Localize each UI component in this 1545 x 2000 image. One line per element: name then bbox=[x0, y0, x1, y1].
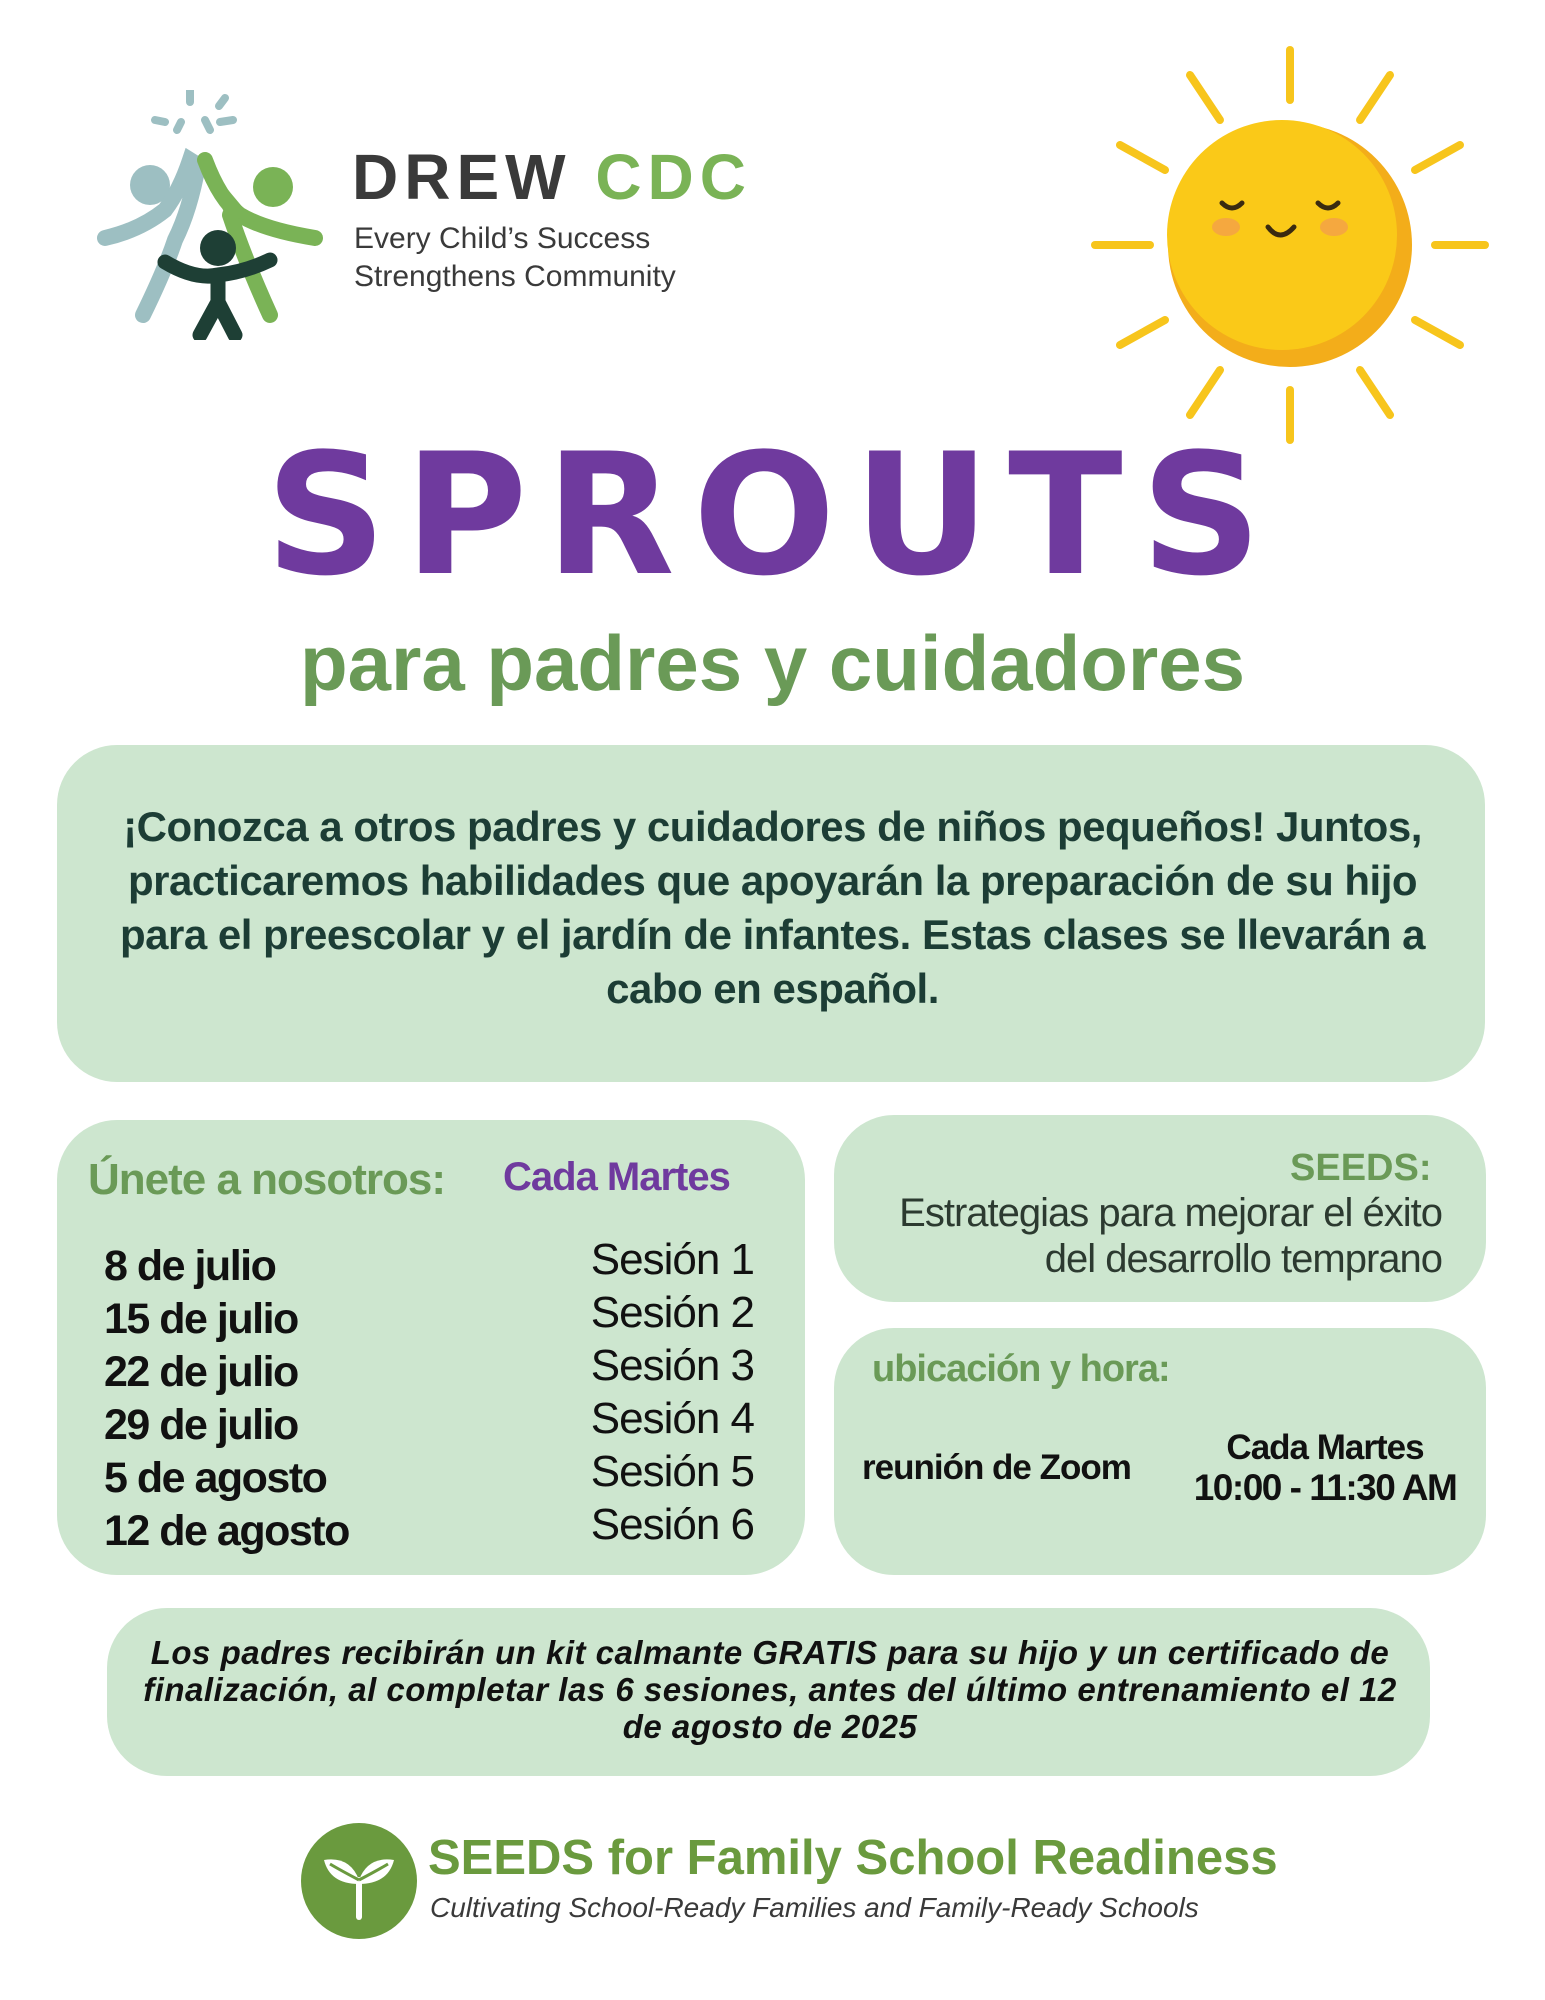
session-row bbox=[104, 1338, 754, 1396]
schedule-frequency: Cada Martes bbox=[503, 1155, 730, 1199]
incentive-note-text: Los padres recibirán un kit calmante GRATIS para su hijo y un certificado de finalización, al completar las 6 sesiones, antes del último entrenamiento el 12 de agosto de 2025 bbox=[143, 1634, 1397, 1745]
brand-name-cdc: CDC bbox=[595, 141, 752, 213]
session-list bbox=[104, 1232, 754, 1555]
smiling-sun-icon bbox=[1080, 35, 1500, 455]
session-row bbox=[104, 1285, 754, 1343]
session-name: Sesión 3 bbox=[590, 1341, 754, 1390]
session-date: 15 de julio bbox=[104, 1295, 298, 1343]
session-row bbox=[104, 1444, 754, 1502]
session-name: Sesión 6 bbox=[590, 1500, 754, 1549]
brand-tagline-line2: Strengthens Community bbox=[354, 260, 676, 293]
join-label: Únete a nosotros: bbox=[88, 1155, 446, 1204]
meeting-venue: reunión de Zoom bbox=[862, 1448, 1131, 1487]
session-name: Sesión 2 bbox=[590, 1288, 754, 1337]
session-date: 29 de julio bbox=[104, 1401, 298, 1449]
page-title: SPROUTS bbox=[265, 417, 1280, 613]
drew-cdc-logo-icon bbox=[95, 90, 325, 340]
session-date: 5 de agosto bbox=[104, 1454, 327, 1502]
session-name: Sesión 5 bbox=[590, 1447, 754, 1496]
meeting-day: Cada Martes bbox=[1226, 1428, 1424, 1467]
session-name: Sesión 4 bbox=[590, 1394, 754, 1443]
seeds-label: SEEDS: bbox=[1290, 1147, 1432, 1189]
meeting-time: 10:00 - 11:30 AM bbox=[1193, 1467, 1457, 1508]
brand-tagline bbox=[354, 220, 676, 296]
session-row bbox=[104, 1497, 754, 1555]
session-name: Sesión 1 bbox=[590, 1235, 754, 1284]
location-label: ubicación y hora: bbox=[872, 1348, 1170, 1390]
session-row bbox=[104, 1232, 754, 1290]
sprout-leaf-icon bbox=[300, 1822, 418, 1940]
footer-tagline: Cultivating School-Ready Families and Family-Ready Schools bbox=[430, 1892, 1199, 1923]
footer-title: SEEDS for Family School Readiness bbox=[428, 1831, 1278, 1885]
session-row bbox=[104, 1391, 754, 1449]
session-date: 22 de julio bbox=[104, 1348, 298, 1396]
session-date: 8 de julio bbox=[104, 1242, 276, 1290]
intro-text: ¡Conozca a otros padres y cuidadores de niños pequeños! Juntos, practicaremos habilidades que apoyarán la preparación de su hijo para el preescolar y el jardín de infantes. Estas clases se llevarán a cabo en español. bbox=[119, 803, 1426, 1012]
brand-name-drew: DREW bbox=[352, 141, 596, 213]
page-subtitle: para padres y cuidadores bbox=[299, 619, 1246, 707]
session-date: 12 de agosto bbox=[104, 1507, 349, 1555]
seeds-description: Estrategias para mejorar el éxito del desarrollo temprano bbox=[899, 1191, 1442, 1281]
brand-tagline-line1: Every Child’s Success bbox=[354, 222, 651, 255]
brand-name bbox=[352, 140, 752, 214]
